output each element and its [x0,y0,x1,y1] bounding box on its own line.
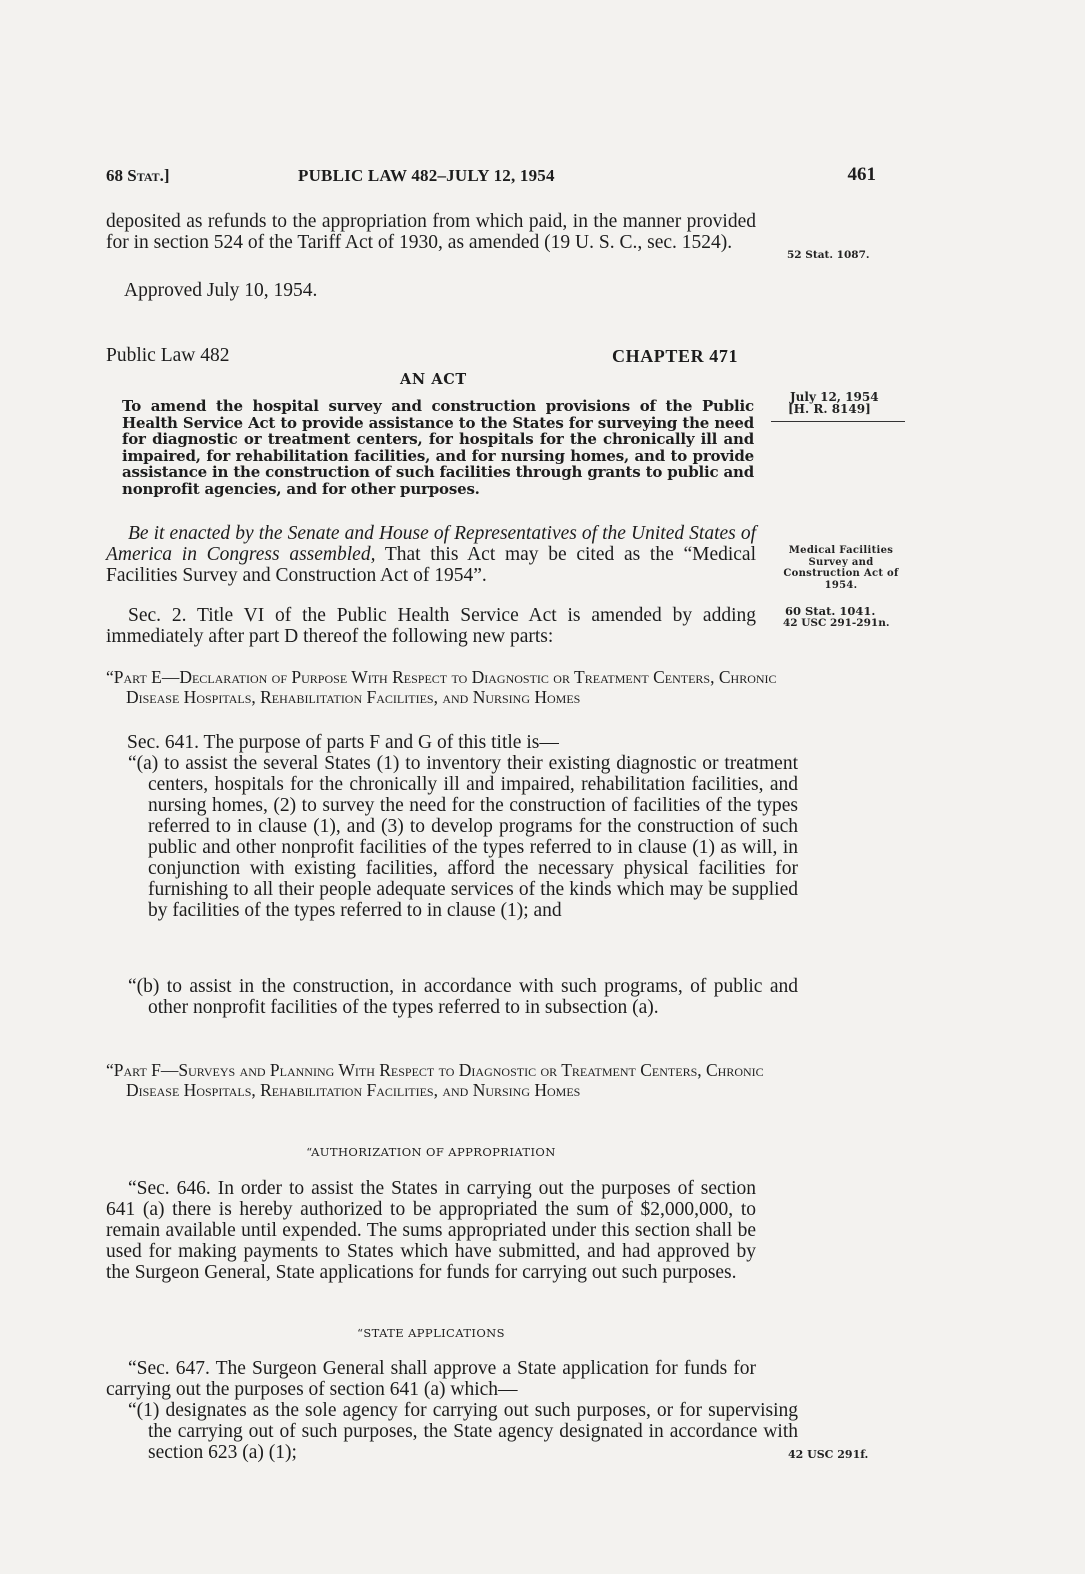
clause-b: “(b) to assist in the construction, in accordance with such programs, of public and other nonprofit facilities of the types referred to in subsection (a). [128,976,798,1018]
margin-note-bill-date: July 12, 1954 [790,390,879,404]
margin-note-bill-number: [H. R. 8149] [788,402,871,416]
margin-note-52-stat: 52 Stat. 1087. [787,249,870,261]
header-stat-ref: 68 Stat.] [106,166,170,185]
margin-note-42-usc-291: 42 USC 291-291n. [783,617,890,629]
authorization-heading: “AUTHORIZATION OF APPROPRIATION [306,1145,556,1159]
act-purpose: To amend the hospital survey and construction provisions of the Public Health Service Act to provide assistance to the States for surveying the need for diagnostic or treatment centers, for hospitals for the chronically ill and impaired, for rehabilitation facilities, and for nursing homes, and to provide assistance in the construction of such facilities through grants to public and nonprofit agencies, and for other purposes. [122,397,754,498]
part-e-heading: “Part E—Declaration of Purpose With Respect to Diagnostic or Treatment Centers, Chronic Disease Hospitals, Rehabilitation Facilities, and Nursing Homes [106,667,777,707]
margin-note-42-usc-291f: 42 USC 291f. [788,1448,869,1461]
part-f-heading: “Part F—Surveys and Planning With Respect to Diagnostic or Treatment Centers, Chronic Disease Hospitals, Rehabilitation Facilities, and Nursing Homes [106,1060,764,1100]
margin-note-short-title: Medical Facilities Survey and Construction Act of 1954. [783,545,899,591]
approved-date: Approved July 10, 1954. [124,280,318,301]
an-act-heading: AN ACT [400,371,467,388]
page-number: 461 [847,164,876,185]
margin-note-rule [771,421,905,422]
section-647: “Sec. 647. The Surgeon General shall approve a State application for funds for carrying out the purposes of section 641 (a) which— [106,1358,756,1400]
section-641: Sec. 641. The purpose of parts F and G of this title is— [127,732,559,753]
state-applications-heading: “STATE APPLICATIONS [357,1326,505,1340]
public-law-number: Public Law 482 [106,345,230,366]
enacting-clause-italic: Be it enacted by the Senate and House of Representatives of the United States of America in Congress assembled, [106,523,756,565]
header-title: PUBLIC LAW 482–JULY 12, 1954 [298,166,555,185]
chapter-number: CHAPTER 471 [612,346,739,366]
margin-note-60-stat: 60 Stat. 1041. [785,604,876,618]
running-header [106,166,876,190]
section-646: “Sec. 646. In order to assist the States in carrying out the purposes of section 641 (a) there is hereby authorized to be appropriated the sum of $2,000,000, to remain available until expended. The sums appropriated under this section shall be used for making payments to States which have submitted, and had approved by the Surgeon General, State applications for funds for carrying out such purposes. [106,1178,756,1283]
enacting-clause-text: That this Act may be cited as the “Medical Facilities Survey and Construction Act of 1954”. [106,544,757,586]
clause-a: “(a) to assist the several States (1) to inventory their existing diagnostic or treatment centers, hospitals for the chronically ill and impaired, rehabilitation facilities, and nursing homes, (2) to survey the need for the construction of facilities of the types referred to in clause (1), and (3) to develop programs for the construction of such public and other nonprofit facilities of the types referred to in clause (1) as will, in conjunction with existing facilities, afford the necessary physical facilities for furnishing to all their people adequate services of the kinds which may be supplied by facilities of the types referred to in clause (1); and [128,753,798,921]
section-2: Sec. 2. Title VI of the Public Health Service Act is amended by adding immediately after part D thereof the following new parts: [106,605,756,647]
enacting-clause [106,523,756,586]
clause-1: “(1) designates as the sole agency for carrying out such purposes, or for supervising the carrying out of such purposes, the State agency designated in accordance with section 623 (a) (1); [128,1400,798,1463]
continuation-paragraph: deposited as refunds to the appropriation from which paid, in the manner provided for in section 524 of the Tariff Act of 1930, as amended (19 U. S. C., sec. 1524). [106,211,756,253]
